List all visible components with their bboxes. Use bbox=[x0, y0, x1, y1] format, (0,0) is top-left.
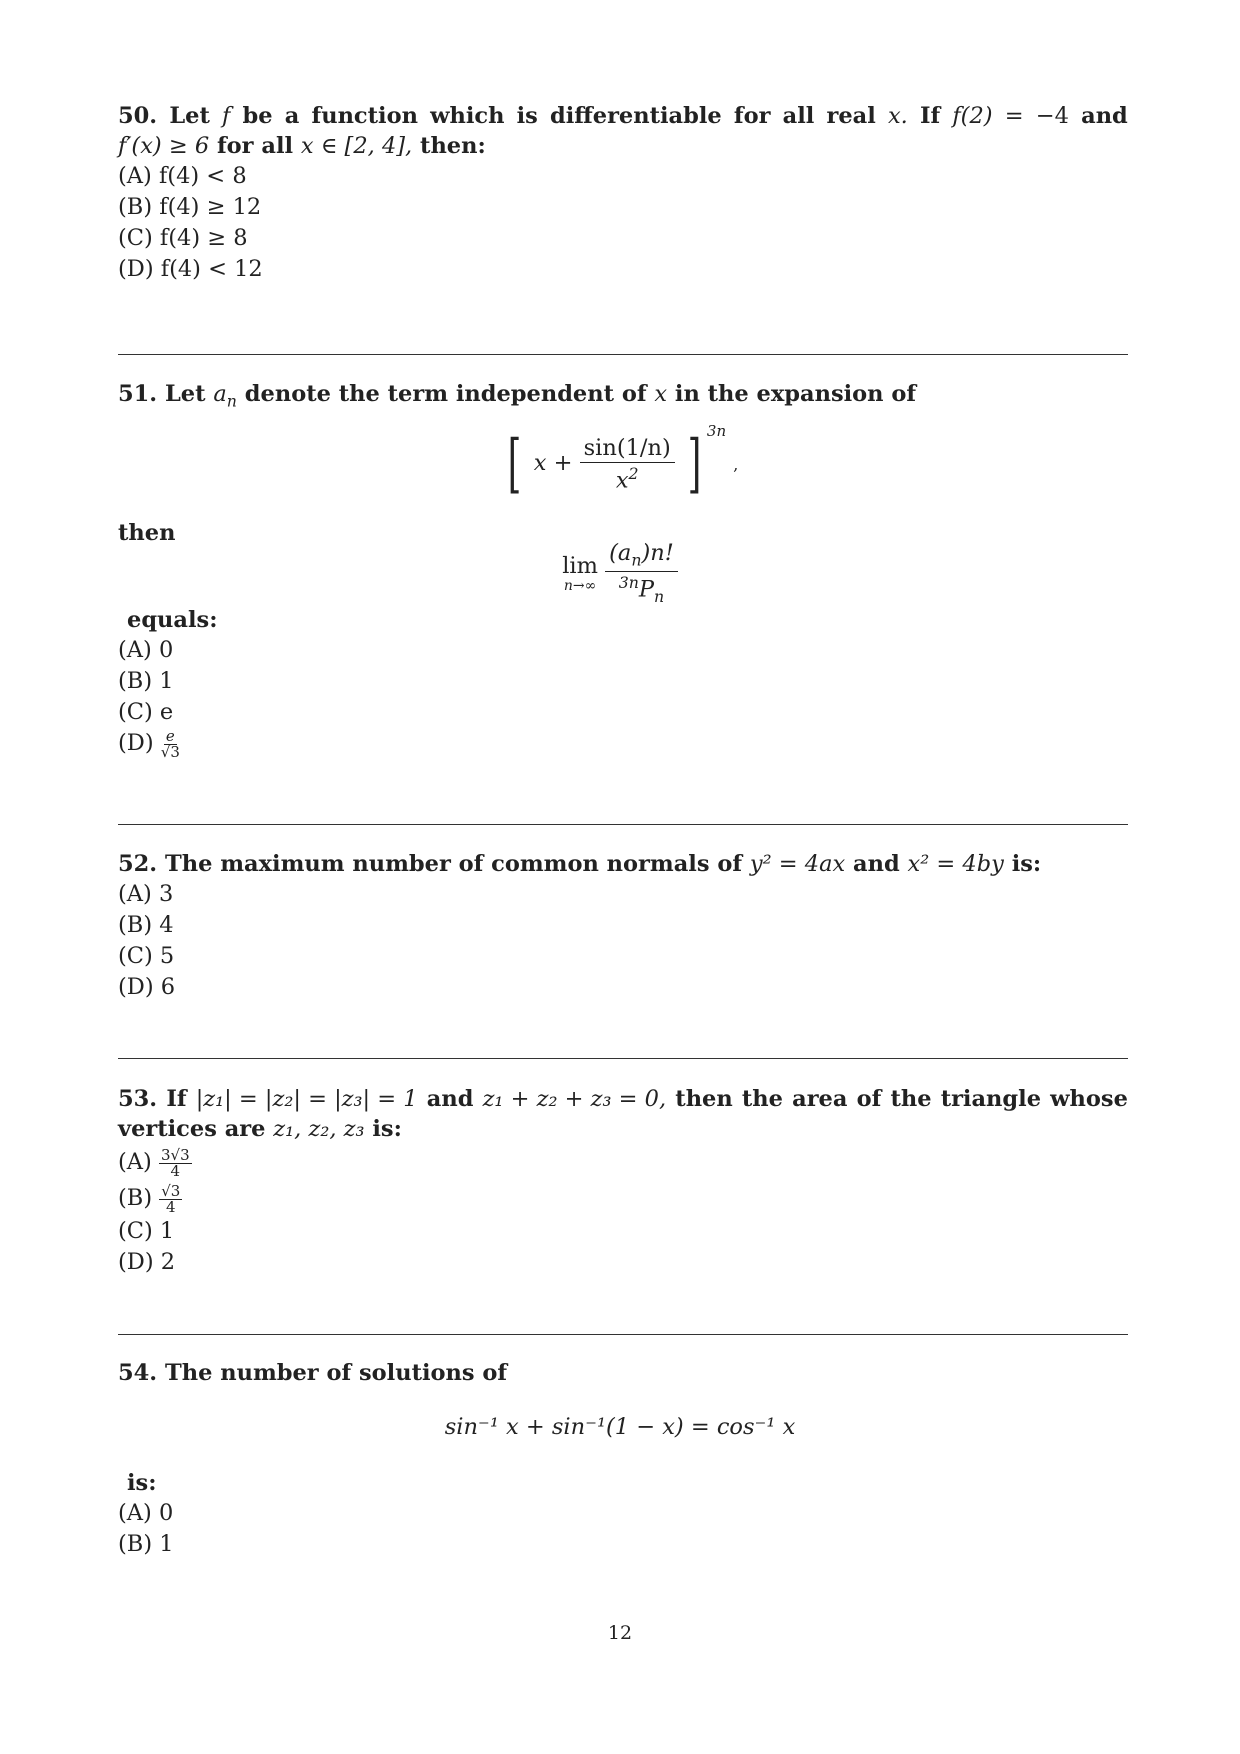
q50-word: for all bbox=[217, 133, 294, 159]
q50-option-d: (D) f(4) < 12 bbox=[118, 256, 263, 282]
fraction-numerator: sin(1/n) bbox=[580, 435, 675, 463]
q52-word: is: bbox=[1011, 851, 1042, 877]
frac-num: e bbox=[165, 726, 175, 745]
right-bracket: ] bbox=[687, 427, 702, 501]
q52-line bbox=[118, 849, 1128, 879]
q50-option-a: (A) f(4) < 8 bbox=[118, 163, 247, 189]
q53-option-d: (D) 2 bbox=[118, 1249, 176, 1275]
q53-word: is: bbox=[372, 1116, 402, 1142]
q52-word: and bbox=[853, 851, 900, 877]
q52-option-b: (B) 4 bbox=[118, 912, 174, 938]
denominator-exp: 2 bbox=[628, 463, 639, 483]
q53-option-b bbox=[118, 1180, 1128, 1216]
question-50 bbox=[118, 101, 1128, 285]
q51-math bbox=[213, 381, 237, 411]
option-label: (D) bbox=[118, 730, 154, 756]
den-sub: n bbox=[654, 586, 665, 606]
q50-word: function bbox=[311, 103, 418, 129]
q53-word: vertices are bbox=[118, 1116, 266, 1142]
q54-equation bbox=[0, 1414, 1240, 1440]
q53-word: whose bbox=[1050, 1086, 1128, 1112]
option-label: (B) bbox=[118, 1185, 153, 1211]
q50-math: f(2) bbox=[952, 103, 993, 129]
limit-fraction bbox=[605, 540, 678, 606]
question-53 bbox=[118, 1084, 1128, 1278]
q50-math: f bbox=[222, 103, 231, 129]
q50-line1 bbox=[118, 101, 1128, 131]
q53-line2 bbox=[118, 1114, 1128, 1144]
q50-math: x. bbox=[887, 103, 908, 129]
denominator-var: x bbox=[615, 467, 629, 494]
q51-option-a: (A) 0 bbox=[118, 637, 174, 663]
q51-then-text: then bbox=[118, 520, 176, 546]
q50-math: x ∈ [2, 4], bbox=[300, 133, 413, 159]
q52-math: x² = 4by bbox=[907, 851, 1004, 877]
q50-word: and bbox=[1081, 103, 1128, 129]
q51-equals: equals: bbox=[127, 607, 218, 633]
frac-den: 4 bbox=[170, 1161, 181, 1180]
q51-limit bbox=[0, 540, 1240, 606]
option-fraction bbox=[159, 1145, 192, 1180]
q52-math: y² = 4ax bbox=[749, 851, 846, 877]
q53-word: and bbox=[426, 1086, 474, 1112]
q50-word: real bbox=[826, 103, 876, 129]
option-label: (A) bbox=[118, 1149, 152, 1175]
expansion-term: x + bbox=[533, 450, 573, 476]
q51-options bbox=[118, 605, 1128, 760]
q50-math: f′(x) ≥ 6 bbox=[118, 133, 210, 159]
q54-option-b: (B) 1 bbox=[118, 1531, 174, 1557]
q51-sub: n bbox=[226, 391, 237, 411]
q51-option-d bbox=[118, 728, 1128, 760]
limit-denominator bbox=[619, 572, 664, 606]
den-pre: 3n bbox=[618, 572, 639, 592]
q50-word: then: bbox=[420, 133, 486, 159]
q53-option-c: (C) 1 bbox=[118, 1218, 175, 1244]
q53-line1 bbox=[118, 1084, 1128, 1114]
divider bbox=[118, 824, 1128, 825]
question-52 bbox=[118, 849, 1128, 1003]
q51-word: in the expansion of bbox=[674, 381, 917, 407]
q51-math: x bbox=[654, 381, 668, 407]
q50-word: a bbox=[284, 103, 300, 129]
q51-line1 bbox=[118, 379, 1128, 417]
option-fraction bbox=[159, 1181, 182, 1216]
q53-math: z₁, z₂, z₃ bbox=[273, 1116, 365, 1142]
q53-number: 53. bbox=[118, 1086, 158, 1112]
num-sub: n bbox=[631, 550, 642, 570]
q50-word: all bbox=[782, 103, 815, 129]
num-part: (a bbox=[609, 540, 632, 566]
q54-text: 54. The number of solutions of bbox=[118, 1360, 508, 1386]
q53-word: area bbox=[792, 1086, 848, 1112]
q50-word: differentiable bbox=[550, 103, 722, 129]
limit-numerator bbox=[605, 540, 678, 572]
fraction-denominator bbox=[616, 463, 639, 494]
q50-option-c: (C) f(4) ≥ 8 bbox=[118, 225, 248, 251]
q50-math: = bbox=[1004, 103, 1024, 129]
q53-word: then bbox=[675, 1086, 733, 1112]
q50-line2 bbox=[118, 131, 1128, 161]
q50-word: which bbox=[430, 103, 505, 129]
q53-word: of bbox=[856, 1086, 882, 1112]
q51-expansion bbox=[0, 421, 1240, 501]
q52-option-d: (D) 6 bbox=[118, 974, 176, 1000]
lim-subscript: n→∞ bbox=[563, 577, 597, 594]
divider bbox=[118, 1334, 1128, 1335]
q50-option-b: (B) f(4) ≥ 12 bbox=[118, 194, 262, 220]
question-54 bbox=[118, 1358, 1128, 1388]
lim-operator bbox=[562, 553, 598, 593]
q51-option-b: (B) 1 bbox=[118, 668, 174, 694]
q52-option-c: (C) 5 bbox=[118, 943, 175, 969]
q50-number: 50. bbox=[118, 103, 158, 129]
q53-word: triangle bbox=[940, 1086, 1042, 1112]
q51-word: denote the term independent of bbox=[244, 381, 647, 407]
q51-var: a bbox=[213, 381, 227, 407]
q54-options bbox=[118, 1468, 1128, 1560]
expansion-power: 3n bbox=[706, 421, 727, 440]
q51-option-c: (C) e bbox=[118, 699, 174, 725]
q52-text: 52. The maximum number of common normals of bbox=[118, 851, 743, 877]
divider bbox=[118, 354, 1128, 355]
q50-math: −4 bbox=[1035, 103, 1069, 129]
q50-word: If bbox=[919, 103, 941, 129]
num-end: )n! bbox=[641, 540, 674, 566]
q54-is: is: bbox=[127, 1470, 157, 1496]
q50-word: is bbox=[516, 103, 538, 129]
q54-option-a: (A) 0 bbox=[118, 1500, 174, 1526]
q52-option-a: (A) 3 bbox=[118, 881, 174, 907]
frac-num: 3√3 bbox=[160, 1145, 190, 1164]
equation-text: sin⁻¹ x + sin⁻¹(1 − x) = cos⁻¹ x bbox=[444, 1414, 796, 1440]
q50-word: be bbox=[242, 103, 273, 129]
q50-word: for bbox=[733, 103, 771, 129]
q53-math: z₁ + z₂ + z₃ = 0, bbox=[482, 1086, 667, 1112]
lim-text: lim bbox=[562, 552, 598, 579]
frac-den: √3 bbox=[160, 742, 180, 761]
left-bracket: [ bbox=[507, 427, 521, 501]
frac-den: 4 bbox=[166, 1197, 176, 1216]
question-51 bbox=[118, 379, 1128, 417]
page-number: 12 bbox=[607, 1622, 633, 1644]
q53-word: the bbox=[741, 1086, 783, 1112]
q51-number: 51. Let bbox=[118, 381, 206, 407]
q53-math: |z₁| = |z₂| = |z₃| = 1 bbox=[195, 1086, 418, 1112]
divider bbox=[118, 1058, 1128, 1059]
option-fraction bbox=[160, 726, 180, 761]
q50-word: Let bbox=[169, 103, 210, 129]
comma: , bbox=[733, 455, 739, 474]
frac-num: √3 bbox=[161, 1181, 181, 1200]
den-var: P bbox=[638, 576, 655, 602]
q53-word: the bbox=[890, 1086, 932, 1112]
expansion-fraction bbox=[580, 435, 675, 494]
q53-word: If bbox=[166, 1086, 187, 1112]
q53-option-a bbox=[118, 1144, 1128, 1180]
